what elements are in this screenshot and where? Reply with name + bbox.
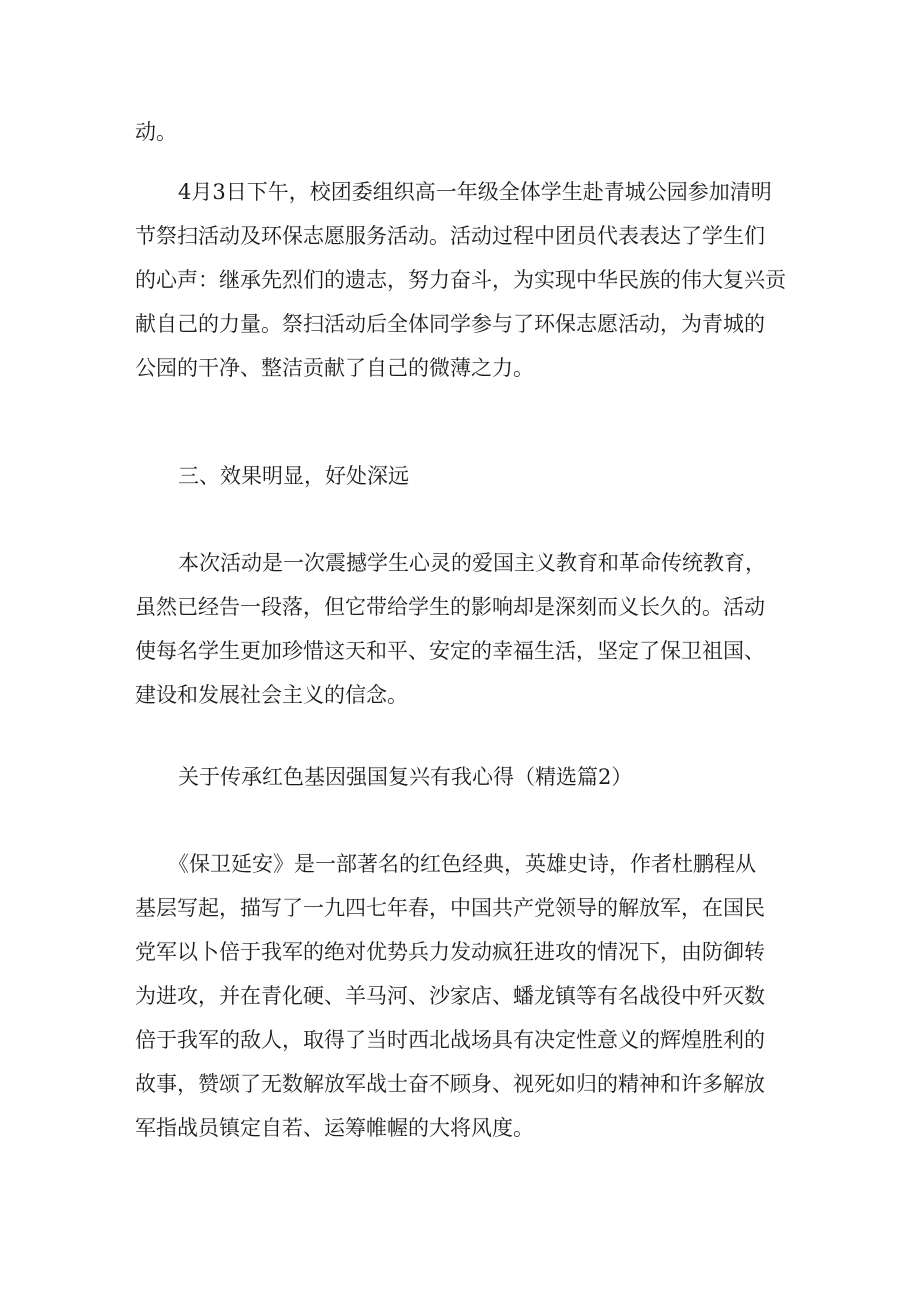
paragraph-line: 基层写起，描写了一九四七年春，中国共产党领导的解放军，在国民 [135, 896, 765, 920]
paragraph-line: 倍于我军的敌人，取得了当时西北战场具有决定性意义的辉煌胜利的 [135, 1028, 765, 1052]
paragraph-line: 《保卫延安》是一部著名的红色经典，英雄史诗，作者杜鹏程从 [168, 852, 756, 876]
article-title: 关于传承红色基因强国复兴有我心得（精选篇2） [178, 765, 633, 789]
paragraph-line: 故事，赞颂了无数解放军战士奋不顾身、视死如归的精神和许多解放 [135, 1072, 765, 1096]
paragraph-line: 本次活动是一次震撼学生心灵的爱国主义教育和革命传统教育， [178, 551, 766, 575]
paragraph-line: 建设和发展社会主义的信念。 [135, 683, 408, 707]
paragraph-line: 为进攻，并在青化硬、羊马河、沙家店、蟠龙镇等有名战役中歼灭数 [135, 984, 765, 1008]
paragraph-line: 军指战员镇定自若、运筹帷幄的大将风度。 [135, 1116, 534, 1140]
paragraph-line: 的心声：继承先烈们的遗志，努力奋斗，为实现中华民族的伟大复兴贡 [135, 268, 786, 292]
paragraph-line: 节祭扫活动及环保志愿服务活动。活动过程中团员代表表达了学生们 [135, 224, 765, 248]
section-heading: 三、效果明显，好处深远 [178, 464, 409, 488]
paragraph-line: 公园的干净、整洁贡献了自己的微薄之力。 [135, 356, 534, 380]
paragraph-line: 使每名学生更加珍惜这天和平、安定的幸福生活，坚定了保卫祖国、 [135, 639, 765, 663]
paragraph-line: 献自己的力量。祭扫活动后全体同学参与了环保志愿活动，为青城的 [135, 312, 765, 336]
paragraph-line: 4月3日下午，校团委组织高一年级全体学生赴青城公园参加清明 [178, 180, 772, 204]
paragraph-continuation-line: 动。 [135, 120, 177, 144]
paragraph-line: 党军以卜倍于我军的绝对优势兵力发动疯狂进攻的情况下，由防御转 [135, 940, 765, 964]
paragraph-line: 虽然已经告一段落，但它带给学生的影响却是深刻而义长久的。活动 [135, 595, 765, 619]
